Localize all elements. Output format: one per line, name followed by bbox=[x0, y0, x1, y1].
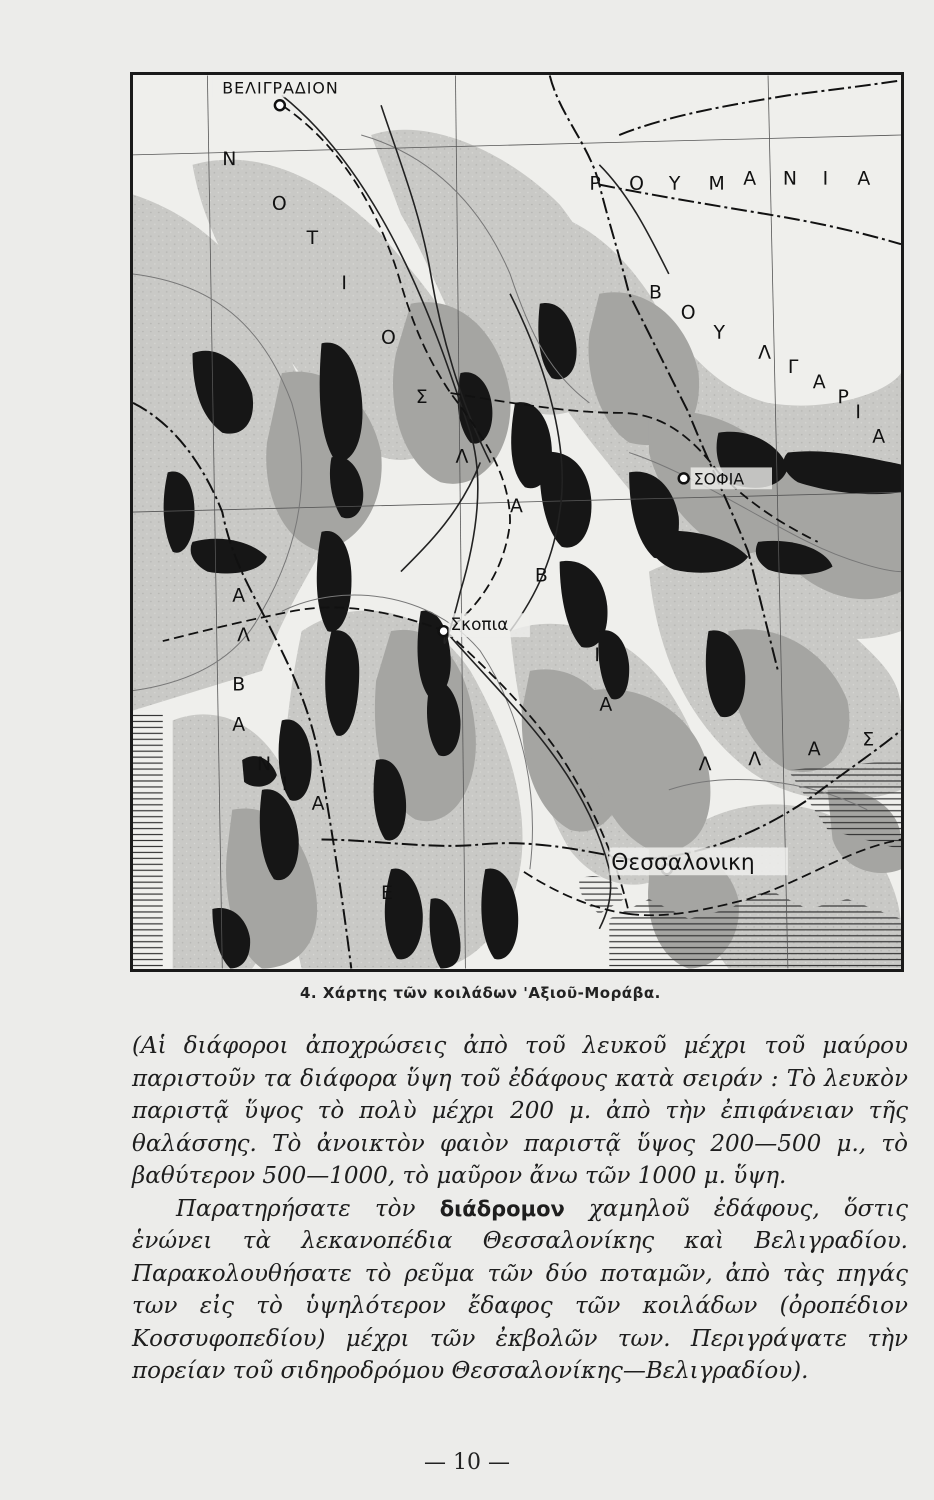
paragraph-heights: (Αἱ διάφοροι ἀποχρώσεις ἀπὸ τοῦ λευκοῦ μέχρι τοῦ μαύρου παριστοῦν τα διάφορα ὕψη τοῦ ἐδάφους κατὰ σειράν : Τὸ λευκὸν παριστᾷ ὕψος τὸ πολὺ μέχρι 200 μ. ἀπὸ τὴν ἐπιφάνειαν τῆς θαλάσσης. Τὸ ἀνοικτὸν φαιὸν παριστᾷ ὕψος 200—500 μ., τὸ βαθύτερον 500—1000, τὸ μαῦρον ἄνω τῶν 1000 μ. ὕψη. bbox=[132, 1033, 908, 1189]
belgrade-label: ΒΕΛΙΓΡΑΔΙΟΝ bbox=[222, 78, 339, 98]
svg-text:Β: Β bbox=[648, 282, 662, 304]
svg-text:Ε: Ε bbox=[381, 883, 393, 905]
svg-text:Ν: Ν bbox=[257, 754, 272, 776]
legend-description bbox=[132, 1030, 908, 1388]
svg-text:Α: Α bbox=[872, 426, 886, 448]
svg-text:Ρ: Ρ bbox=[837, 386, 849, 408]
svg-text:Ο: Ο bbox=[680, 302, 696, 324]
svg-text:Ι: Ι bbox=[594, 644, 600, 666]
svg-text:Α: Α bbox=[743, 168, 757, 190]
thessaloniki-label: Θεσσαλονικη bbox=[611, 850, 755, 876]
svg-text:Λ: Λ bbox=[758, 342, 772, 364]
svg-text:Ν: Ν bbox=[222, 148, 237, 170]
svg-text:Α: Α bbox=[311, 793, 325, 815]
figure-caption: 4. Χάρτης τῶν κοιλάδων 'Αξιοῦ-Μοράβα. bbox=[300, 984, 661, 1002]
svg-text:Γ: Γ bbox=[787, 357, 799, 379]
svg-text:Ο: Ο bbox=[271, 193, 287, 215]
svg-text:Υ: Υ bbox=[668, 173, 681, 195]
svg-text:Ν: Ν bbox=[782, 168, 798, 190]
skopje-label: Σκοπια bbox=[450, 614, 509, 635]
page-number: — 10 — bbox=[424, 1450, 510, 1475]
svg-text:Ο: Ο bbox=[381, 327, 396, 349]
svg-text:Ι: Ι bbox=[341, 272, 347, 294]
paragraph-instructions: Παρατηρήσατε τὸν διάδρομον χαμηλοῦ ἐδάφους, ὅστις ἑνώνει τὰ λεκανοπέδια Θεσσαλονίκης καὶ Βελιγραδίου. Παρακολουθήσατε τὸ ρεῦμα τῶν δύο ποταμῶν, ἀπὸ τὰς πηγάς των εἰς τὸ ὑψηλότερον ἔδαφος τῶν κοιλάδων (ὀροπέδιον Κοσσυφοπεδίου) μέχρι τῶν ἐκβολῶν των. Περιγράψατε τὴν πορείαν τοῦ σιδηροδρόμου Θεσσαλονίκης—Βελιγραδίου). bbox=[132, 1195, 908, 1384]
svg-text:Α: Α bbox=[857, 168, 871, 190]
svg-text:Ρ: Ρ bbox=[589, 173, 601, 195]
svg-text:Υ: Υ bbox=[713, 322, 725, 344]
svg-text:Α: Α bbox=[232, 714, 246, 736]
svg-text:Λ: Λ bbox=[237, 625, 251, 647]
svg-text:Β: Β bbox=[232, 674, 246, 696]
svg-text:Ο: Ο bbox=[629, 173, 644, 195]
svg-text:Ι: Ι bbox=[281, 773, 288, 795]
svg-text:Β: Β bbox=[534, 565, 548, 587]
svg-text:Ι: Ι bbox=[822, 168, 829, 190]
svg-text:Α: Α bbox=[510, 496, 523, 518]
belgrade-marker bbox=[275, 100, 285, 110]
svg-text:Σ: Σ bbox=[415, 386, 428, 408]
svg-text:Λ: Λ bbox=[748, 749, 762, 771]
relief-map bbox=[130, 72, 904, 972]
skopje-marker bbox=[439, 626, 449, 636]
svg-text:Α: Α bbox=[807, 739, 821, 761]
svg-text:Ι: Ι bbox=[855, 401, 861, 423]
svg-text:Λ: Λ bbox=[698, 754, 712, 776]
svg-text:Α: Α bbox=[812, 372, 826, 394]
svg-text:Α: Α bbox=[599, 694, 613, 716]
svg-text:Μ: Μ bbox=[708, 173, 725, 195]
svg-text:Τ: Τ bbox=[306, 228, 319, 250]
sofia-marker bbox=[679, 473, 689, 483]
svg-text:Σ: Σ bbox=[862, 729, 875, 751]
emphasis-corridor: διάδρομον bbox=[439, 1196, 565, 1221]
svg-text:Α: Α bbox=[232, 585, 246, 607]
sofia-label: ΣΟΦΙΑ bbox=[693, 469, 745, 489]
svg-text:Λ: Λ bbox=[455, 446, 469, 468]
